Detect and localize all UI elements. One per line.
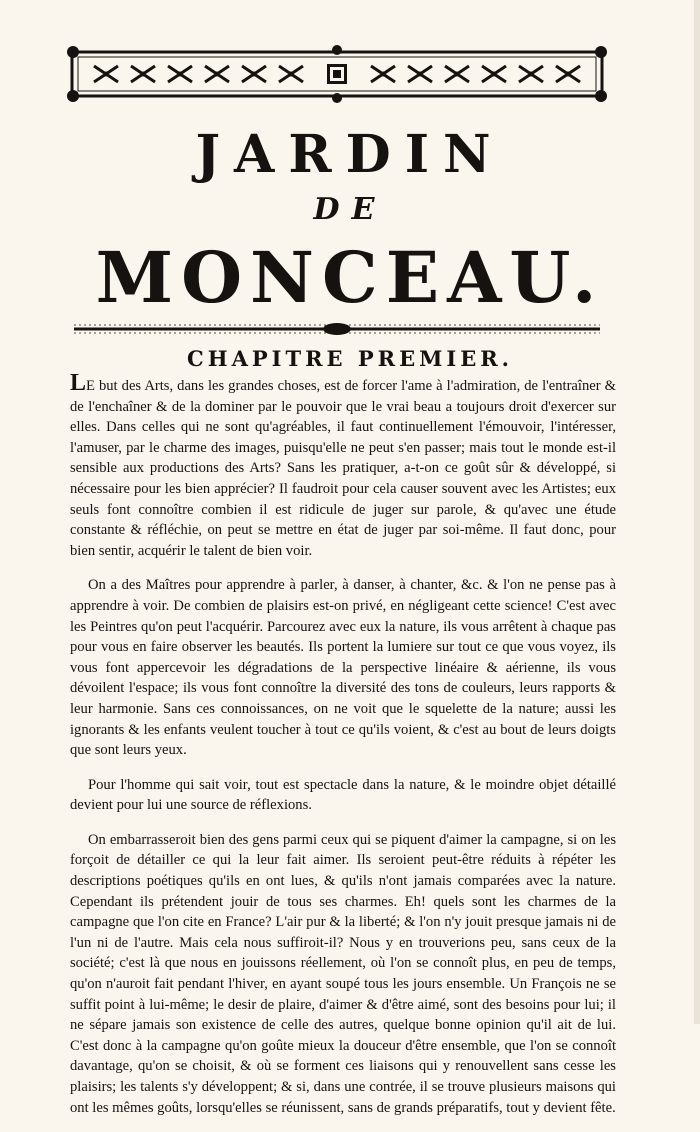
headpiece-dot-icon [215, 72, 220, 77]
chapter-heading: CHAPITRE PREMIER. [187, 346, 513, 371]
headpiece-dot-icon [289, 72, 294, 77]
page-edge [694, 0, 700, 1024]
headpiece-dot-icon [252, 72, 257, 77]
rule-ornament-icon [72, 322, 602, 336]
headpiece-dot-icon [492, 72, 497, 77]
headpiece-ornament-icon [66, 44, 608, 104]
headpiece-dot-icon [141, 72, 146, 77]
ornamental-rule [72, 322, 602, 336]
drop-cap: L [70, 370, 87, 396]
title-line-jardin: JARDIN [195, 124, 505, 185]
headpiece-dot-icon [566, 72, 571, 77]
title-line-monceau: MONCEAU. [95, 236, 605, 319]
headpiece-dot-icon [529, 72, 534, 77]
paragraph-1 [70, 370, 616, 561]
headpiece-dot-icon [455, 72, 460, 77]
headpiece-dot-icon [381, 72, 386, 77]
headpiece-dot-icon [418, 72, 423, 77]
body-text [70, 370, 616, 1132]
title-line-de: DE [313, 192, 387, 227]
headpiece-dot-icon [104, 72, 109, 77]
headpiece-dot-icon [178, 72, 183, 77]
paragraph-1-text: E but des Arts, dans les grandes choses, est de forcer l'ame à l'admiration, de l'entraîner & de l'enchaîner & de la dominer par le pouvoir que le vrai beau a toujours droit d'exercer sur elles. Dans celles qui ne sont qu'agréables, il faut continuellement l'émouvoir, l'intéresser, l'amuser, par le charme des images, puisqu'elle ne peut s'en passer; mais tout le monde est-il sensible aux productions des Arts? Sans les pratiquer, a-t-on ce goût sûr & développé, si nécessaire pour les bien apprécier? Il faudroit pour cela causer souvent avec les Artistes; eux seuls font connoître combien il est ridicule de juger sur parole, & qu'avec une étude constante & réfléchie, on peut se mettre en état de juger par soi-même. Il faut donc, pour bien sentir, acquérir le talent de bien voir. [70, 378, 616, 559]
paragraph-3: Pour l'homme qui sait voir, tout est spectacle dans la nature, & le moindre objet détaillé devient pour lui une source de réflexions. [70, 776, 616, 814]
paragraph-2: On a des Maîtres pour apprendre à parler, à danser, à chanter, &c. & l'on ne pense pas à apprendre à voir. De combien de plaisirs est-on privé, en négligeant cette science! C'est avec les Peintres qu'on peut l'acquérir. Parcourez avec eux la nature, ils vous arrêtent à chaque pas pour vous en faire observer les beautés. Ils portent la lumiere sur tout ce que vous voyez, ils vous font appercevoir les dégradations de la perspective linéaire & aérienne, ils vous dévoilent l'espace; ils vous font connoître la diversité des tons de couleurs, leurs rapports & leur harmonie. Sans ces connoissances, on ne voit que le squelette de la nature; aussi les ignorants & les enfants veulent toucher à tout ce qu'ils voient, & c'est au bout de leurs doigts que sont leurs yeux. [70, 577, 616, 759]
ornamental-headpiece [66, 44, 608, 104]
paragraph-4: On embarrasseroit bien des gens parmi ceux qui se piquent d'aimer la campagne, si on les forçoit de détailler ce qui la leur fait aimer. Ils seroient peut-être réduits à répéter les descriptions poétiques qu'ils en ont lues, & qu'ils n'ont jamais comparées avec la nature. Cependant ils prétendent jouir de tous ses charmes. Eh! quels sont les charmes de la campagne que l'on cite en France? L'air pur & la liberté; & l'on n'y jouit presque jamais ni de l'un ni de l'autre. Mais cela nous suffiroit-il? Nous y en trouverions peu, sans ceux de la société; c'est là que nous en jouissons réellement, où l'on se connoît plus, en peu de temps, qu'on n'auroit fait pendant l'hiver, en ayant soupé tous les jours ensemble. Un François ne se suffit point à lui-même; le desir de plaire, d'aimer & d'être aimé, sont des besoins pour lui; il ne sépare jamais son existence de celle des autres, quelque bonne opinion qu'il ait de lui. C'est donc à la campagne qu'on goûte mieux la douceur d'être ensemble, que l'on se connoît davantage, qu'on se choisit, & où se forment ces liaisons qui y renouvellent sans cesse les plaisirs; les talents s'y développent; & si, dans une contrée, il se trouve plusieurs maisons qui ont les mêmes goûts, lorsqu'elles se réunissent, sans de grands préparatifs, tout y devient fête. [70, 831, 616, 1116]
